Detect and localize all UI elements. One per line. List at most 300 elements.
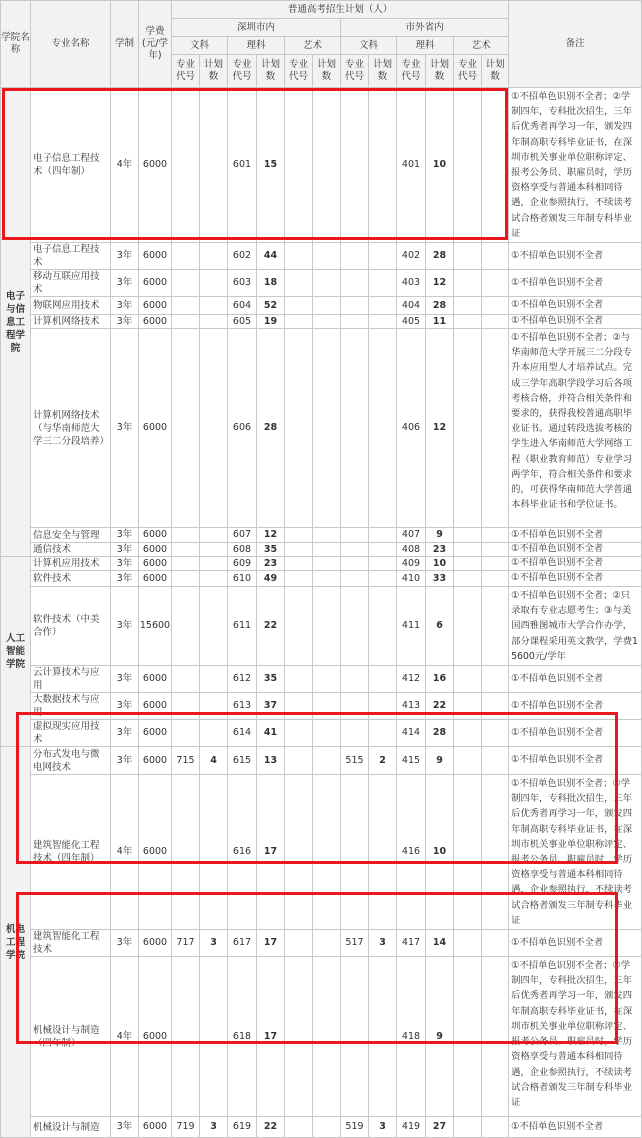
empty-cell bbox=[313, 1117, 341, 1138]
empty-cell bbox=[482, 775, 509, 930]
l-in-code-cell: 601 bbox=[228, 88, 257, 243]
l-in-code-cell: 604 bbox=[228, 297, 257, 315]
empty-cell bbox=[313, 571, 341, 587]
l-out-num-cell: 12 bbox=[426, 270, 454, 297]
l-out-code-cell: 415 bbox=[397, 747, 426, 775]
empty-cell bbox=[285, 747, 313, 775]
l-in-num-cell: 35 bbox=[257, 666, 285, 693]
l-out-code-cell: 419 bbox=[397, 1117, 426, 1138]
w-in-code-cell bbox=[172, 315, 200, 329]
empty-cell bbox=[482, 666, 509, 693]
l-out-num-cell: 10 bbox=[426, 88, 454, 243]
w-in-code-cell bbox=[172, 720, 200, 747]
l-out-num-cell: 28 bbox=[426, 297, 454, 315]
fee-cell: 6000 bbox=[139, 571, 172, 587]
w-in-num-cell bbox=[200, 543, 228, 557]
l-out-num-cell: 33 bbox=[426, 571, 454, 587]
empty-cell bbox=[454, 693, 482, 720]
l-out-code-cell: 414 bbox=[397, 720, 426, 747]
w-out-num-cell bbox=[369, 720, 397, 747]
w-out-code-cell bbox=[341, 571, 369, 587]
w-out-num-cell bbox=[369, 528, 397, 543]
empty-cell bbox=[313, 720, 341, 747]
col-num: 计划数 bbox=[369, 55, 397, 88]
w-out-num-cell bbox=[369, 957, 397, 1117]
empty-cell bbox=[454, 587, 482, 666]
duration-cell: 3年 bbox=[111, 543, 139, 557]
col-plan-group: 普通高考招生计划（人） bbox=[172, 1, 509, 19]
duration-cell: 3年 bbox=[111, 243, 139, 270]
l-out-code-cell: 405 bbox=[397, 315, 426, 329]
fee-cell: 15600 bbox=[139, 587, 172, 666]
empty-cell bbox=[454, 1117, 482, 1138]
w-in-code-cell bbox=[172, 666, 200, 693]
empty-cell bbox=[482, 329, 509, 528]
table-row bbox=[1, 775, 642, 930]
l-out-num-cell: 10 bbox=[426, 775, 454, 930]
w-out-num-cell: 2 bbox=[369, 747, 397, 775]
empty-cell bbox=[482, 571, 509, 587]
w-in-code-cell: 717 bbox=[172, 930, 200, 957]
empty-cell bbox=[285, 297, 313, 315]
table-row bbox=[1, 747, 642, 775]
w-out-code-cell bbox=[341, 557, 369, 571]
major-name: 信息安全与管理 bbox=[31, 528, 111, 543]
note-cell: ①不招单色识别不全者 bbox=[509, 693, 642, 720]
major-name: 机械设计与制造 bbox=[31, 1117, 111, 1138]
table-row bbox=[1, 297, 642, 315]
empty-cell bbox=[454, 957, 482, 1117]
l-in-num-cell: 13 bbox=[257, 747, 285, 775]
l-out-code-cell: 404 bbox=[397, 297, 426, 315]
duration-cell: 3年 bbox=[111, 297, 139, 315]
l-out-code-cell: 401 bbox=[397, 88, 426, 243]
empty-cell bbox=[482, 1117, 509, 1138]
l-out-code-cell: 411 bbox=[397, 587, 426, 666]
fee-cell: 6000 bbox=[139, 557, 172, 571]
table-row bbox=[1, 543, 642, 557]
w-in-code-cell bbox=[172, 270, 200, 297]
duration-cell: 3年 bbox=[111, 693, 139, 720]
table-row bbox=[1, 571, 642, 587]
major-name: 通信技术 bbox=[31, 543, 111, 557]
l-out-code-cell: 407 bbox=[397, 528, 426, 543]
major-name: 大数据技术与应用 bbox=[31, 693, 111, 720]
col-in-yishu: 艺术 bbox=[285, 37, 341, 55]
l-in-code-cell: 618 bbox=[228, 957, 257, 1117]
empty-cell bbox=[285, 315, 313, 329]
col-major: 专业名称 bbox=[31, 1, 111, 88]
l-in-code-cell: 617 bbox=[228, 930, 257, 957]
table-row bbox=[1, 1117, 642, 1138]
fee-cell: 6000 bbox=[139, 329, 172, 528]
l-out-code-cell: 416 bbox=[397, 775, 426, 930]
l-in-code-cell: 610 bbox=[228, 571, 257, 587]
major-name: 计算机网络技术 bbox=[31, 315, 111, 329]
empty-cell bbox=[313, 297, 341, 315]
duration-cell: 4年 bbox=[111, 775, 139, 930]
major-name: 虚拟现实应用技术 bbox=[31, 720, 111, 747]
l-out-num-cell: 9 bbox=[426, 528, 454, 543]
w-out-code-cell bbox=[341, 528, 369, 543]
col-code: 专业代号 bbox=[172, 55, 200, 88]
w-in-code-cell: 715 bbox=[172, 747, 200, 775]
table-row bbox=[1, 88, 642, 243]
empty-cell bbox=[285, 1117, 313, 1138]
major-name: 计算机应用技术 bbox=[31, 557, 111, 571]
duration-cell: 4年 bbox=[111, 957, 139, 1117]
l-out-num-cell: 27 bbox=[426, 1117, 454, 1138]
duration-cell: 3年 bbox=[111, 1117, 139, 1138]
w-out-num-cell bbox=[369, 571, 397, 587]
w-out-code-cell bbox=[341, 243, 369, 270]
col-college: 学院名称 bbox=[1, 1, 31, 88]
empty-cell bbox=[285, 720, 313, 747]
empty-cell bbox=[285, 528, 313, 543]
col-code: 专业代号 bbox=[285, 55, 313, 88]
l-in-code-cell: 616 bbox=[228, 775, 257, 930]
w-in-num-cell bbox=[200, 528, 228, 543]
duration-cell: 3年 bbox=[111, 270, 139, 297]
fee-cell: 6000 bbox=[139, 543, 172, 557]
note-cell: ①不招单色识别不全者 bbox=[509, 315, 642, 329]
major-name: 计算机网络技术（与华南师范大学三二分段培养） bbox=[31, 329, 111, 528]
w-out-code-cell bbox=[341, 720, 369, 747]
table-row bbox=[1, 243, 642, 270]
note-cell: ①不招单色识别不全者；②与华南师范大学开展三二分段专升本应用型人才培养试点。完成三学年高职学段学习后各项考核合格，并符合相关条件和要求的，获得我校普通高职毕业证书。通过转段选拔考核的学生进入华南师范大学网络工程（职业教育师范）专业学习两学年，符合相关条件和要求的，可获得华南师范大学普通本科毕业证书和学位证书。 bbox=[509, 329, 642, 528]
empty-cell bbox=[285, 693, 313, 720]
l-out-num-cell: 9 bbox=[426, 957, 454, 1117]
w-out-num-cell: 3 bbox=[369, 930, 397, 957]
major-name: 物联网应用技术 bbox=[31, 297, 111, 315]
empty-cell bbox=[482, 693, 509, 720]
table-row bbox=[1, 315, 642, 329]
w-out-code-cell: 519 bbox=[341, 1117, 369, 1138]
l-out-code-cell: 406 bbox=[397, 329, 426, 528]
table-row bbox=[1, 930, 642, 957]
table-body bbox=[1, 88, 642, 1138]
fee-cell: 6000 bbox=[139, 243, 172, 270]
l-out-num-cell: 23 bbox=[426, 543, 454, 557]
duration-cell: 3年 bbox=[111, 666, 139, 693]
w-out-code-cell bbox=[341, 88, 369, 243]
w-out-num-cell bbox=[369, 297, 397, 315]
empty-cell bbox=[454, 270, 482, 297]
table-row bbox=[1, 693, 642, 720]
l-out-num-cell: 14 bbox=[426, 930, 454, 957]
w-in-num-cell bbox=[200, 329, 228, 528]
w-in-num-cell bbox=[200, 587, 228, 666]
note-cell: ①不招单色识别不全者；②学制四年，专科批次招生，三年后优秀者再学习一年，颁发四年制高职专科毕业证书，在深圳市机关事业单位职称评定、报考公务员、职雇员时，学历资格享受与普通本科相同待遇，企业参照执行，不续读考试合格者颁发三年制专科毕业证 bbox=[509, 88, 642, 243]
empty-cell bbox=[454, 720, 482, 747]
empty-cell bbox=[285, 666, 313, 693]
col-out-like: 理科 bbox=[397, 37, 454, 55]
empty-cell bbox=[313, 693, 341, 720]
empty-cell bbox=[313, 543, 341, 557]
fee-cell: 6000 bbox=[139, 88, 172, 243]
empty-cell bbox=[313, 587, 341, 666]
note-cell: ①不招单色识别不全者 bbox=[509, 747, 642, 775]
table-header bbox=[1, 1, 642, 88]
empty-cell bbox=[482, 88, 509, 243]
l-out-num-cell: 28 bbox=[426, 720, 454, 747]
w-in-num-cell bbox=[200, 775, 228, 930]
col-in-like: 理科 bbox=[228, 37, 285, 55]
note-cell: ①不招单色识别不全者；②学制四年，专科批次招生，三年后优秀者再学习一年，颁发四年制高职专科毕业证书，在深圳市机关事业单位职称评定、报考公务员、职雇员时，学历资格享受与普通本科相同待遇，企业参照执行，不续读考试合格者颁发三年制专科毕业证 bbox=[509, 775, 642, 930]
empty-cell bbox=[313, 930, 341, 957]
w-in-code-cell: 719 bbox=[172, 1117, 200, 1138]
col-code: 专业代号 bbox=[228, 55, 257, 88]
w-out-code-cell bbox=[341, 270, 369, 297]
fee-cell: 6000 bbox=[139, 666, 172, 693]
l-in-num-cell: 28 bbox=[257, 329, 285, 528]
note-cell: ①不招单色识别不全者 bbox=[509, 243, 642, 270]
table-row bbox=[1, 720, 642, 747]
note-cell: ①不招单色识别不全者；②只录取有专业志愿考生；③与美国西雅图城市大学合作办学，部分课程采用英文教学，学费15600元/学年 bbox=[509, 587, 642, 666]
col-out-wenke: 文科 bbox=[341, 37, 397, 55]
table-row bbox=[1, 666, 642, 693]
w-in-code-cell bbox=[172, 587, 200, 666]
w-out-code-cell bbox=[341, 587, 369, 666]
w-out-code-cell bbox=[341, 693, 369, 720]
fee-cell: 6000 bbox=[139, 297, 172, 315]
note-cell: ①不招单色识别不全者 bbox=[509, 297, 642, 315]
table-row bbox=[1, 270, 642, 297]
empty-cell bbox=[482, 557, 509, 571]
table-row bbox=[1, 957, 642, 1117]
empty-cell bbox=[454, 930, 482, 957]
w-in-code-cell bbox=[172, 557, 200, 571]
w-out-code-cell bbox=[341, 543, 369, 557]
major-name: 移动互联应用技术 bbox=[31, 270, 111, 297]
fee-cell: 6000 bbox=[139, 930, 172, 957]
empty-cell bbox=[482, 720, 509, 747]
l-out-num-cell: 16 bbox=[426, 666, 454, 693]
w-in-num-cell bbox=[200, 297, 228, 315]
l-in-num-cell: 41 bbox=[257, 720, 285, 747]
l-in-code-cell: 611 bbox=[228, 587, 257, 666]
table-row bbox=[1, 528, 642, 543]
w-out-num-cell bbox=[369, 315, 397, 329]
empty-cell bbox=[313, 315, 341, 329]
note-cell: ①不招单色识别不全者 bbox=[509, 270, 642, 297]
empty-cell bbox=[313, 88, 341, 243]
l-in-code-cell: 612 bbox=[228, 666, 257, 693]
col-out-yishu: 艺术 bbox=[454, 37, 509, 55]
w-out-num-cell bbox=[369, 543, 397, 557]
note-cell: ①不招单色识别不全者 bbox=[509, 720, 642, 747]
w-out-num-cell bbox=[369, 587, 397, 666]
col-code: 专业代号 bbox=[397, 55, 426, 88]
col-num: 计划数 bbox=[313, 55, 341, 88]
empty-cell bbox=[482, 315, 509, 329]
empty-cell bbox=[313, 243, 341, 270]
l-out-code-cell: 413 bbox=[397, 693, 426, 720]
fee-cell: 6000 bbox=[139, 270, 172, 297]
w-in-code-cell bbox=[172, 528, 200, 543]
col-num: 计划数 bbox=[426, 55, 454, 88]
empty-cell bbox=[482, 587, 509, 666]
w-out-code-cell bbox=[341, 329, 369, 528]
empty-cell bbox=[285, 243, 313, 270]
l-in-num-cell: 49 bbox=[257, 571, 285, 587]
empty-cell bbox=[313, 957, 341, 1117]
empty-cell bbox=[482, 297, 509, 315]
empty-cell bbox=[482, 243, 509, 270]
l-out-code-cell: 418 bbox=[397, 957, 426, 1117]
note-cell: ①不招单色识别不全者 bbox=[509, 1117, 642, 1138]
l-out-num-cell: 9 bbox=[426, 747, 454, 775]
empty-cell bbox=[285, 957, 313, 1117]
w-in-code-cell bbox=[172, 297, 200, 315]
major-name: 分布式发电与微电网技术 bbox=[31, 747, 111, 775]
w-out-num-cell bbox=[369, 88, 397, 243]
l-in-code-cell: 606 bbox=[228, 329, 257, 528]
w-in-code-cell bbox=[172, 243, 200, 270]
l-in-num-cell: 12 bbox=[257, 528, 285, 543]
w-in-num-cell bbox=[200, 693, 228, 720]
duration-cell: 3年 bbox=[111, 329, 139, 528]
empty-cell bbox=[313, 270, 341, 297]
l-out-num-cell: 10 bbox=[426, 557, 454, 571]
empty-cell bbox=[285, 557, 313, 571]
l-in-num-cell: 35 bbox=[257, 543, 285, 557]
empty-cell bbox=[285, 543, 313, 557]
l-out-code-cell: 417 bbox=[397, 930, 426, 957]
l-out-code-cell: 409 bbox=[397, 557, 426, 571]
w-out-num-cell bbox=[369, 270, 397, 297]
major-name: 软件技术（中美合作） bbox=[31, 587, 111, 666]
duration-cell: 3年 bbox=[111, 315, 139, 329]
duration-cell: 3年 bbox=[111, 720, 139, 747]
note-cell: ①不招单色识别不全者 bbox=[509, 666, 642, 693]
duration-cell: 3年 bbox=[111, 930, 139, 957]
fee-cell: 6000 bbox=[139, 775, 172, 930]
l-in-code-cell: 607 bbox=[228, 528, 257, 543]
duration-cell: 3年 bbox=[111, 747, 139, 775]
w-out-code-cell bbox=[341, 297, 369, 315]
l-out-code-cell: 408 bbox=[397, 543, 426, 557]
empty-cell bbox=[482, 930, 509, 957]
l-out-code-cell: 403 bbox=[397, 270, 426, 297]
major-name: 电子信息工程技术（四年制） bbox=[31, 88, 111, 243]
l-in-num-cell: 17 bbox=[257, 775, 285, 930]
empty-cell bbox=[454, 747, 482, 775]
l-in-num-cell: 44 bbox=[257, 243, 285, 270]
w-in-num-cell bbox=[200, 270, 228, 297]
w-out-code-cell bbox=[341, 957, 369, 1117]
w-in-code-cell bbox=[172, 775, 200, 930]
l-in-num-cell: 15 bbox=[257, 88, 285, 243]
w-in-num-cell: 3 bbox=[200, 930, 228, 957]
l-in-num-cell: 37 bbox=[257, 693, 285, 720]
empty-cell bbox=[454, 315, 482, 329]
w-in-code-cell bbox=[172, 693, 200, 720]
empty-cell bbox=[313, 528, 341, 543]
w-out-code-cell bbox=[341, 666, 369, 693]
w-in-num-cell bbox=[200, 720, 228, 747]
empty-cell bbox=[454, 557, 482, 571]
note-cell: ①不招单色识别不全者 bbox=[509, 543, 642, 557]
col-region-out: 市外省内 bbox=[341, 19, 509, 37]
fee-cell: 6000 bbox=[139, 315, 172, 329]
empty-cell bbox=[313, 557, 341, 571]
w-in-num-cell: 3 bbox=[200, 1117, 228, 1138]
l-out-code-cell: 410 bbox=[397, 571, 426, 587]
duration-cell: 3年 bbox=[111, 528, 139, 543]
duration-cell: 3年 bbox=[111, 557, 139, 571]
col-region-in: 深圳市内 bbox=[172, 19, 341, 37]
w-out-num-cell bbox=[369, 693, 397, 720]
l-in-code-cell: 608 bbox=[228, 543, 257, 557]
col-num: 计划数 bbox=[482, 55, 509, 88]
empty-cell bbox=[285, 329, 313, 528]
table-row bbox=[1, 557, 642, 571]
note-cell: ①不招单色识别不全者 bbox=[509, 930, 642, 957]
empty-cell bbox=[313, 666, 341, 693]
l-in-code-cell: 619 bbox=[228, 1117, 257, 1138]
w-out-num-cell bbox=[369, 775, 397, 930]
empty-cell bbox=[285, 270, 313, 297]
l-out-num-cell: 12 bbox=[426, 329, 454, 528]
w-in-num-cell: 4 bbox=[200, 747, 228, 775]
w-in-code-cell bbox=[172, 329, 200, 528]
college-name: 电子与信息工程学院 bbox=[1, 88, 31, 557]
duration-cell: 3年 bbox=[111, 571, 139, 587]
college-name: 人工智能学院 bbox=[1, 557, 31, 747]
l-in-num-cell: 17 bbox=[257, 957, 285, 1117]
col-note: 备注 bbox=[509, 1, 642, 88]
col-code: 专业代号 bbox=[341, 55, 369, 88]
l-in-code-cell: 605 bbox=[228, 315, 257, 329]
w-in-num-cell bbox=[200, 88, 228, 243]
empty-cell bbox=[313, 329, 341, 528]
w-in-code-cell bbox=[172, 957, 200, 1117]
major-name: 建筑智能化工程技术（四年制） bbox=[31, 775, 111, 930]
w-out-num-cell: 3 bbox=[369, 1117, 397, 1138]
major-name: 建筑智能化工程技术 bbox=[31, 930, 111, 957]
l-out-num-cell: 28 bbox=[426, 243, 454, 270]
l-in-num-cell: 18 bbox=[257, 270, 285, 297]
l-out-code-cell: 402 bbox=[397, 243, 426, 270]
w-out-code-cell: 517 bbox=[341, 930, 369, 957]
note-cell: ①不招单色识别不全者 bbox=[509, 528, 642, 543]
w-out-code-cell bbox=[341, 315, 369, 329]
duration-cell: 4年 bbox=[111, 88, 139, 243]
fee-cell: 6000 bbox=[139, 1117, 172, 1138]
empty-cell bbox=[454, 543, 482, 557]
l-in-num-cell: 22 bbox=[257, 587, 285, 666]
w-in-num-cell bbox=[200, 571, 228, 587]
l-in-code-cell: 602 bbox=[228, 243, 257, 270]
empty-cell bbox=[454, 329, 482, 528]
empty-cell bbox=[285, 571, 313, 587]
empty-cell bbox=[454, 571, 482, 587]
l-in-code-cell: 614 bbox=[228, 720, 257, 747]
w-in-num-cell bbox=[200, 243, 228, 270]
w-out-num-cell bbox=[369, 329, 397, 528]
l-out-num-cell: 11 bbox=[426, 315, 454, 329]
l-out-num-cell: 6 bbox=[426, 587, 454, 666]
w-out-code-cell bbox=[341, 775, 369, 930]
fee-cell: 6000 bbox=[139, 720, 172, 747]
w-out-num-cell bbox=[369, 557, 397, 571]
major-name: 软件技术 bbox=[31, 571, 111, 587]
duration-cell: 3年 bbox=[111, 587, 139, 666]
empty-cell bbox=[482, 543, 509, 557]
l-in-code-cell: 613 bbox=[228, 693, 257, 720]
empty-cell bbox=[285, 587, 313, 666]
